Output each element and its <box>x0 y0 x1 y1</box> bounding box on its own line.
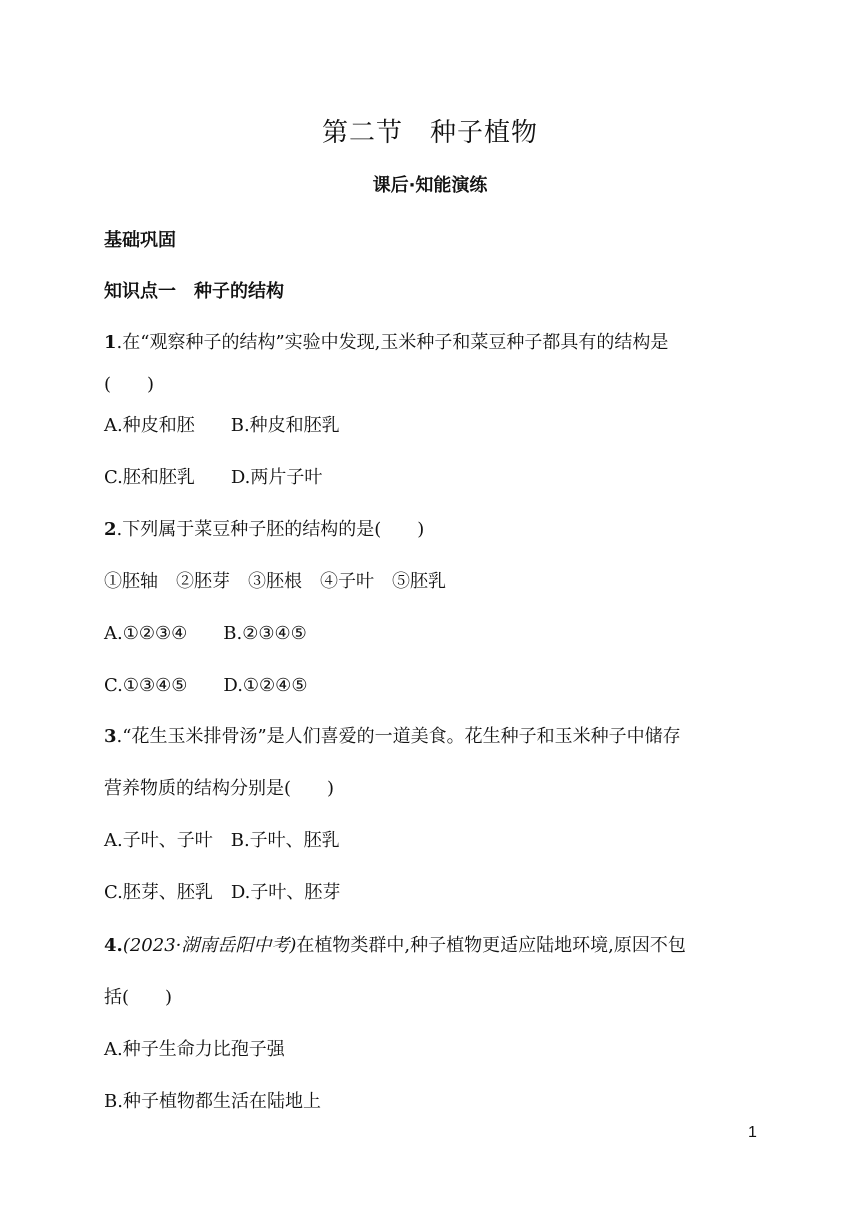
knowledge-point-heading: 知识点一 种子的结构 <box>104 281 284 302</box>
question-1-options-cd: C.胚和胚乳 D.两片子叶 <box>104 467 323 488</box>
question-4-option-b: B.种子植物都生活在陆地上 <box>104 1091 321 1112</box>
question-number: 4 <box>104 935 117 956</box>
question-3-stem-cont: 营养物质的结构分别是( ) <box>104 778 335 799</box>
question-1-stem-cont: ( ) <box>104 374 155 395</box>
question-1-options-ab: A.种皮和胚 B.种皮和胚乳 <box>104 415 340 436</box>
question-stem-text: 在植物类群中,种子植物更适应陆地环境,原因不包 <box>296 935 686 956</box>
page-title: 第二节 种子植物 <box>321 118 538 148</box>
question-3-options-cd: C.胚芽、胚乳 D.子叶、胚芽 <box>104 882 341 903</box>
question-1-stem <box>104 328 668 354</box>
question-4-option-a: A.种子生命力比孢子强 <box>104 1039 285 1060</box>
question-4-stem: 4.(2023·湖南岳阳中考)在植物类群中,种子植物更适应陆地环境,原因不包 <box>104 935 686 956</box>
question-number: 1 <box>104 332 117 353</box>
question-number: 3 <box>104 726 117 747</box>
question-stem-text: .“花生玉米排骨汤”是人们喜爱的一道美食。花生种子和玉米种子中储存 <box>116 726 681 747</box>
question-source: (2023·湖南岳阳中考) <box>122 935 297 956</box>
page-subtitle: 课后·知能演练 <box>372 175 488 196</box>
question-number: 2 <box>104 519 117 540</box>
page-number: 1 <box>748 1124 757 1141</box>
question-2-options-ab: A.①②③④ B.②③④⑤ <box>104 623 307 644</box>
question-2-options-cd: C.①③④⑤ D.①②④⑤ <box>104 675 308 696</box>
question-2-items: ①胚轴 ②胚芽 ③胚根 ④子叶 ⑤胚乳 <box>104 571 446 592</box>
question-stem-text: .下列属于菜豆种子胚的结构的是( ) <box>116 519 425 540</box>
question-3-stem <box>104 722 681 748</box>
section-heading: 基础巩固 <box>104 230 176 251</box>
question-3-options-ab: A.子叶、子叶 B.子叶、胚乳 <box>104 830 340 851</box>
question-2-stem <box>104 515 424 541</box>
question-stem-text: .在“观察种子的结构”实验中发现,玉米种子和菜豆种子都具有的结构是 <box>116 332 669 353</box>
question-4-stem-cont: 括( ) <box>104 987 173 1008</box>
